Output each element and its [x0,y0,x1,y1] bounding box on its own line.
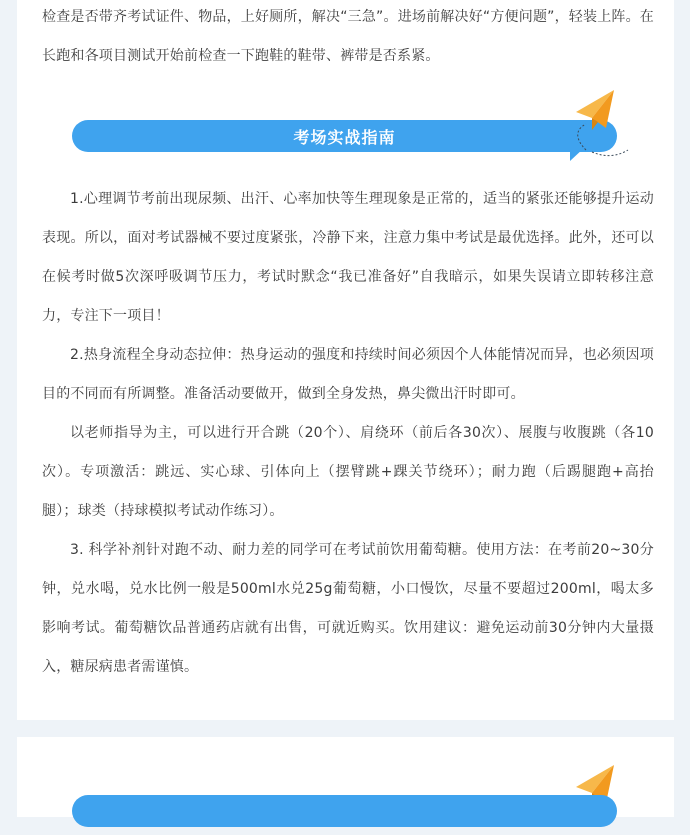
paragraph-warmup: 2.热身流程全身动态拉伸：热身运动的强度和持续时间必须因个人体能情况而异，也必须因项目的不同而有所调整。准备活动要做开，做到全身发热，鼻尖微出汗时即可。 [42,347,654,402]
next-card [17,737,674,817]
paper-plane-icon [562,88,632,160]
section-banner [72,120,617,152]
content-card [17,0,674,720]
section-title: 考场实战指南 [293,127,396,147]
paragraph-supplement: 3. 科学补剂针对跑不动、耐力差的同学可在考试前饮用葡萄糖。使用方法：在考前20~30分钟，兑水喝，兑水比例一般是500ml水兑25g葡萄糖，小口慢饮，尽量不要超过200ml，喝太多影响考试。葡萄糖饮品普通药店就有出售，可就近购买。饮用建议：避免运动前30分钟内大量摄入，糖尿病患者需谨慎。 [42,542,654,675]
paragraph-exercises: 以老师指导为主，可以进行开合跳（20个）、肩绕环（前后各30次）、展腹与收腹跳（各10次）。专项激活：跳远、实心球、引体向上（摆臂跳+踝关节绕环）；耐力跑（后踢腿跑+高抬腿）；球类（持球模拟考试动作练习）。 [42,425,654,519]
intro-paragraph: 检查是否带齐考试证件、物品，上好厕所，解决“三急”。进场前解决好“方便问题”，轻装上阵。在长跑和各项目测试开始前检查一下跑鞋的鞋带、裤带是否系紧。 [42,9,655,64]
paragraph-psychology: 1.心理调节考前出现尿频、出汗、心率加快等生理现象是正常的，适当的紧张还能够提升运动表现。所以，面对考试器械不要过度紧张，冷静下来，注意力集中考试是最优选择。此外，还可以在候考时做5次深呼吸调节压力，考试时默念“我已准备好”自我暗示，如果失误请立即转移注意力，专注下一项目！ [42,191,654,324]
